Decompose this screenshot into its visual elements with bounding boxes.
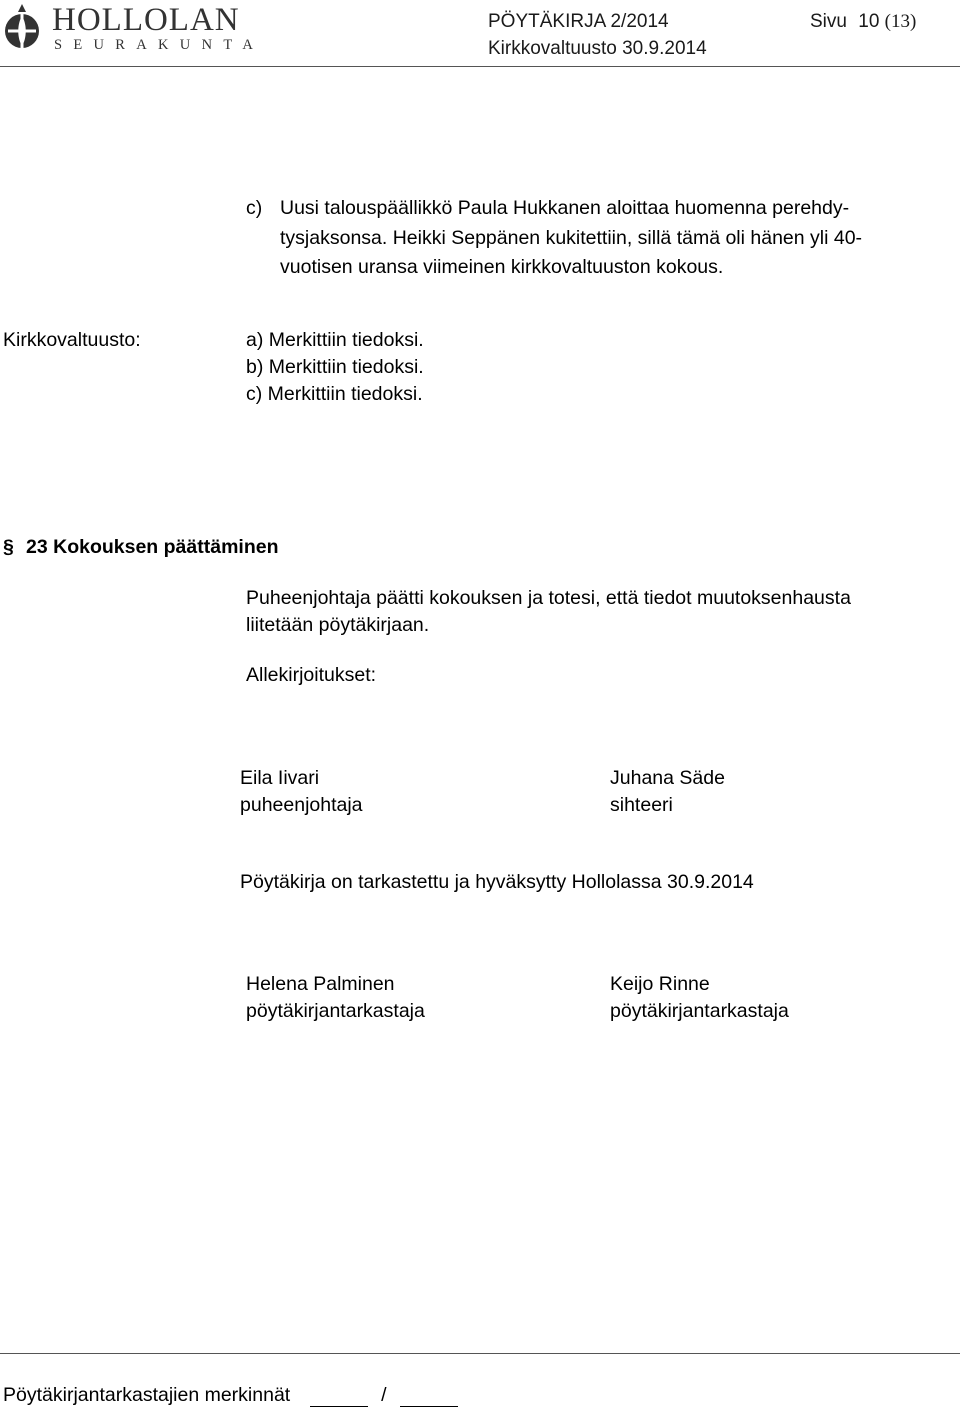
footer-divider	[0, 1353, 960, 1354]
meeting-name: Kirkkovaltuusto 30.9.2014	[488, 38, 707, 59]
chair-name: Eila Iivari	[240, 767, 320, 789]
header-divider	[0, 66, 960, 67]
section-body-line-1: Puheenjohtaja päätti kokouksen ja totesi, että tiedot muutoksenhausta	[246, 587, 851, 609]
chair-role: puheenjohtaja	[240, 794, 363, 816]
reviewer-1-role: pöytäkirjantarkastaja	[246, 1000, 425, 1022]
reviewer-1-name: Helena Palminen	[246, 973, 395, 995]
footer-separator: /	[381, 1384, 387, 1406]
item-c-line-3: vuotisen uransa viimeinen kirkkovaltuuston kokous.	[280, 256, 724, 278]
document-title: PÖYTÄKIRJA 2/2014	[488, 11, 669, 32]
section-body-line-2: liitetään pöytäkirjaan.	[246, 614, 430, 636]
secretary-role: sihteeri	[610, 794, 673, 816]
page-number: 10	[858, 11, 880, 32]
item-c-line-2: tysjaksonsa. Heikki Seppänen kukitettiin, sillä tämä oli hänen yli 40-	[280, 227, 863, 249]
approval-statement: Pöytäkirja on tarkastettu ja hyväksytty Hollolassa 30.9.2014	[240, 871, 754, 893]
decision-line-c: c) Merkittiin tiedoksi.	[246, 383, 423, 405]
reviewer-2-role: pöytäkirjantarkastaja	[610, 1000, 789, 1022]
reviewer-2-name: Keijo Rinne	[610, 973, 710, 995]
decision-label: Kirkkovaltuusto:	[3, 329, 141, 351]
section-title: 23 Kokouksen päättäminen	[26, 536, 279, 558]
item-c-line-1: Uusi talouspäällikkö Paula Hukkanen aloittaa huomenna perehdy-	[280, 197, 850, 219]
page-indicator	[810, 11, 916, 33]
initials-blank-2	[400, 1386, 458, 1407]
parish-logo	[0, 0, 280, 62]
item-c-label: c)	[246, 197, 263, 219]
decision-line-a: a) Merkittiin tiedoksi.	[246, 329, 424, 351]
signatures-label: Allekirjoitukset:	[246, 664, 377, 686]
page-total: (13)	[884, 11, 917, 32]
initials-blank-1	[310, 1386, 368, 1407]
secretary-name: Juhana Säde	[610, 767, 725, 789]
logo-name: HOLLOLAN	[52, 2, 240, 38]
page-label: Sivu	[810, 11, 847, 32]
section-symbol: §	[3, 536, 14, 558]
footer-label: Pöytäkirjantarkastajien merkinnät	[3, 1384, 291, 1406]
footer-initials-line	[3, 1384, 458, 1407]
logo-subtitle: SEURAKUNTA	[54, 37, 265, 53]
logo-emblem-icon	[2, 2, 46, 58]
decision-line-b: b) Merkittiin tiedoksi.	[246, 356, 424, 378]
